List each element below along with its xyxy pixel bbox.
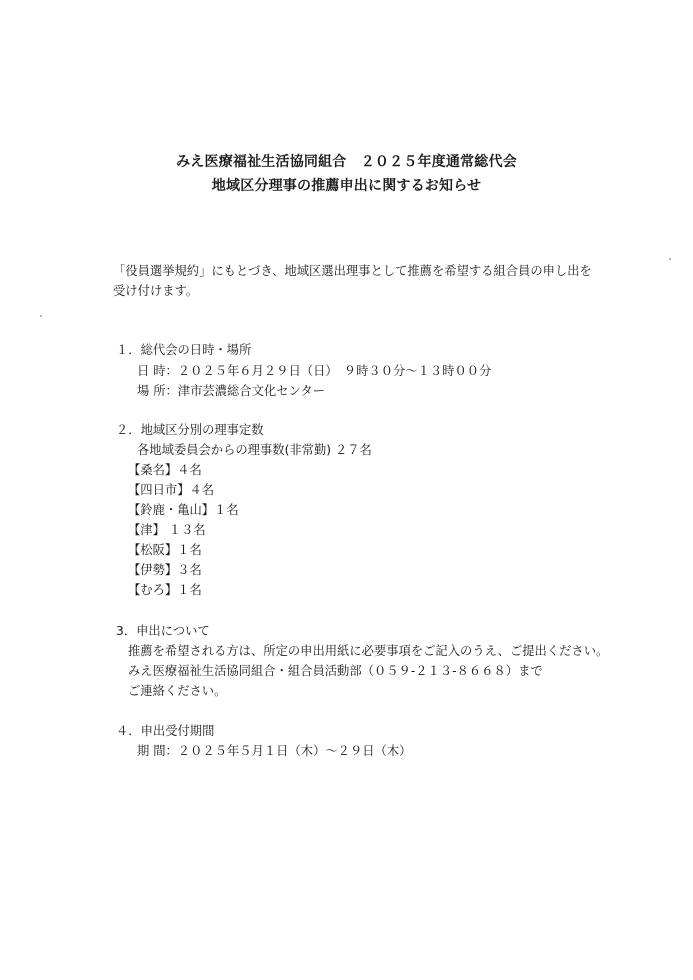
scan-speck — [669, 258, 671, 260]
region-item: 【鈴鹿・亀山】１名 — [128, 503, 239, 517]
region-item: 【津】 １３名 — [128, 523, 206, 537]
section-4-heading: ４．申出受付期間 — [116, 724, 215, 738]
region-item: 【四日市】４名 — [128, 483, 215, 497]
intro-text-line-1: 「役員選挙規約」にもとづき、地域区選出理事として推薦を希望する組合員の申し出を — [113, 264, 592, 278]
document-title-line-1: みえ医療福祉生活協同組合 ２０２５年度通常総代会 — [176, 154, 517, 170]
meeting-place: 場 所：津市芸濃総合文化センター — [137, 384, 325, 398]
section-1-heading: １．総代会の日時・場所 — [116, 343, 252, 357]
director-count-summary: 各地域委員会からの理事数(非常勤) ２７名 — [137, 443, 372, 457]
region-item: 【伊勢】３名 — [128, 563, 202, 577]
region-item: 【松阪】１名 — [128, 543, 202, 557]
section-3-heading: 3．申出について — [116, 624, 210, 638]
application-instructions-line-2: みえ医療福祉生活協同組合・組合員活動部（０５９-２１３-８６６８）まで — [128, 664, 543, 678]
document-title-line-2: 地域区分理事の推薦申出に関するお知らせ — [211, 178, 482, 194]
section-2-heading: ２．地域区分別の理事定数 — [116, 423, 264, 437]
meeting-datetime: 日 時：２０２５年６月２９日（日） ９時３０分～１３時００分 — [137, 364, 492, 378]
application-instructions-line-3: ご連絡ください。 — [128, 684, 227, 698]
application-period: 期 間：２０２５年５月１日（木）～２９日（木） — [137, 744, 412, 758]
region-item: 【桑名】４名 — [128, 463, 202, 477]
intro-text-line-2: 受け付けます。 — [113, 284, 199, 298]
scan-speck — [40, 315, 42, 317]
region-item: 【むろ】１名 — [128, 583, 202, 597]
application-instructions-line-1: 推薦を希望される方は、所定の申出用紙に必要事項をご記入のうえ、ご提出ください。 — [128, 644, 609, 658]
